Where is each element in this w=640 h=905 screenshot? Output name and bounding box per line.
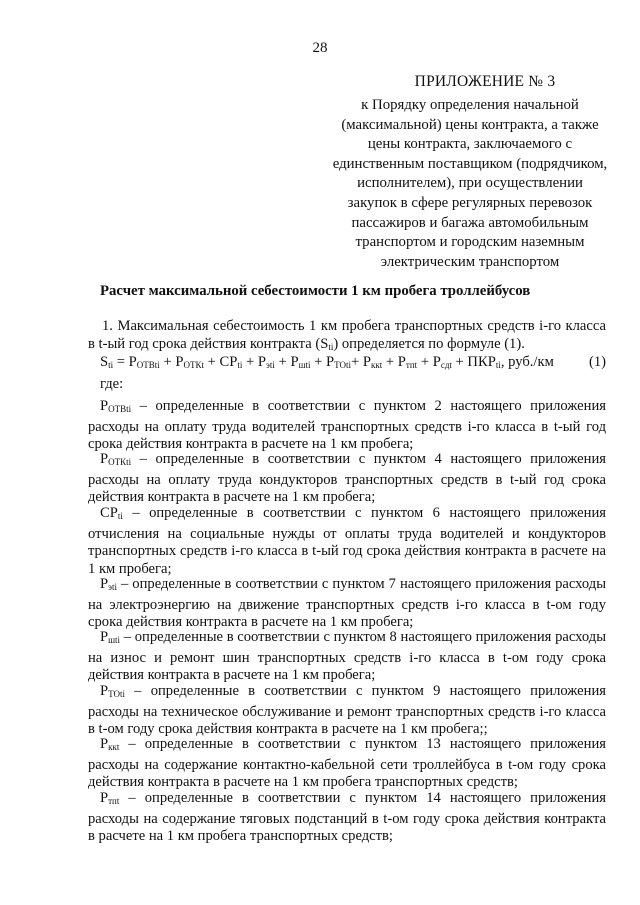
- formula-term: + P: [310, 354, 335, 370]
- definition-item: [88, 790, 606, 846]
- formula-number: (1): [588, 354, 606, 370]
- formula-term: + P: [351, 354, 372, 370]
- definition-item: [88, 451, 606, 507]
- section-title: Расчет максимальной себестоимости 1 км пробега троллейбусов: [100, 283, 531, 299]
- definition-subscript: ti: [117, 511, 123, 521]
- formula-term: + P: [382, 354, 406, 370]
- definition-item: [88, 576, 606, 632]
- formula-subscript: ti: [495, 360, 501, 370]
- definition-symbol: P: [100, 576, 109, 592]
- formula-term: , руб./км: [500, 354, 554, 370]
- definition-text: – определенные в соответствии с пунктом 6 настоящего приложения отчисления на социальные нужды от оплаты труда водителей и кондукторов транспортных средств i-го класса в t-ый год срока действия контракта в расчете на 1 км пробега;: [88, 505, 606, 577]
- definition-subscript: тпt: [108, 796, 120, 806]
- formula-subscript: ti: [108, 360, 114, 370]
- definition-text: – определенные в соответствии с пунктом 14 настоящего приложения расходы на содержание тяговых подстанций в t-ом году срока действия контракта в расчете на 1 км пробега транспортных средств;: [88, 790, 606, 845]
- definition-item: [88, 736, 606, 792]
- definition-text: – определенные в соответствии с пунктом 4 настоящего приложения расходы на оплату труда кондукторов транспортных средств в t-ый год срока действия контракта в расчете на 1 км пробега;: [88, 451, 606, 506]
- formula-subscript: ti: [237, 360, 243, 370]
- formula-subscript: ОТВti: [136, 360, 160, 370]
- formula-subscript: тпt: [405, 360, 418, 370]
- appendix-subtitle-line: к Порядку определения начальной: [361, 97, 579, 113]
- appendix-subtitle-line: (максимальной) цены контракта, а также: [341, 116, 599, 133]
- appendix-subtitle-line: пассажиров и багажа автомобильным: [351, 214, 589, 231]
- appendix-subtitle-line: единственным поставщиком (подрядчиком,: [332, 155, 608, 172]
- definition-text: – определенные в соответствии с пунктом 7 настоящего приложения расходы на электроэнергию на движение транспортных средств i-го класса в t-ом году срока действия контракта в расчете на 1 км пробега;: [88, 576, 606, 631]
- intro-subscript: ti: [328, 341, 334, 352]
- formula-term: = P: [113, 354, 137, 370]
- definition-symbol: P: [100, 629, 109, 645]
- definition-subscript: TOti: [108, 689, 125, 699]
- definition-symbol: P: [100, 398, 109, 414]
- formula-expression: [100, 354, 554, 370]
- intro-text-end: ) определяется по формуле (1).: [333, 335, 525, 352]
- formula-subscript: шti: [298, 360, 311, 370]
- formula-term: + СP: [203, 354, 238, 370]
- definition-item: [88, 683, 606, 739]
- definition-symbol: P: [100, 683, 109, 699]
- formula-subscript: сдt: [440, 360, 452, 370]
- definition-subscript: шti: [108, 635, 121, 645]
- definition-symbol: P: [100, 790, 109, 806]
- formula-term: S: [100, 354, 109, 370]
- where-label: где:: [100, 376, 124, 392]
- formula-subscript: TOti: [334, 360, 352, 370]
- definition-item: [88, 505, 606, 578]
- definition-text: – определенные в соответствии с пунктом 2 настоящего приложения расходы на оплату труда водителей транспортных средств i-го класса в t-ый год срока действия контракта в расчете на 1 км пробега;: [88, 398, 606, 453]
- formula-term: + P: [417, 354, 441, 370]
- definition-symbol: P: [100, 736, 109, 752]
- formula-term: + P: [274, 354, 299, 370]
- formula-term: + ПКР: [451, 354, 496, 370]
- definition-subscript: ОТКti: [108, 457, 132, 467]
- formula-line: [100, 354, 606, 371]
- intro-paragraph: [88, 318, 606, 356]
- definition-symbol: СP: [100, 505, 118, 521]
- appendix-subtitle-line: цены контракта, заключаемого с: [367, 136, 573, 153]
- definition-subscript: эti: [108, 582, 117, 592]
- formula-subscript: ккt: [371, 360, 383, 370]
- appendix-title: ПРИЛОЖЕНИЕ № 3: [414, 73, 556, 90]
- formula-term: + P: [242, 354, 267, 370]
- definition-item: [88, 398, 606, 454]
- appendix-subtitle: [320, 96, 620, 272]
- definition-subscript: ОТВti: [108, 404, 132, 414]
- definition-text: – определенные в соответствии с пунктом 8 настоящего приложения расходы на износ и ремонт шин транспортных средств i-го класса в t-ом году срока действия контракта в расчете на 1 км пробега;: [88, 629, 606, 684]
- appendix-subtitle-line: закупок в сфере регулярных перевозок: [347, 194, 593, 211]
- formula-subscript: ОТКt: [183, 360, 204, 370]
- appendix-subtitle-line: электрическим транспортом: [380, 253, 560, 270]
- formula-subscript: эti: [266, 360, 275, 370]
- formula-term: + P: [159, 354, 184, 370]
- definition-subscript: ккt: [108, 742, 120, 752]
- page-number: 28: [312, 40, 328, 56]
- intro-text: 1. Максимальная себестоимость 1 км пробега транспортных средств i-го класса в t-ый год срока действия контракта (S: [88, 318, 606, 352]
- definition-item: [88, 629, 606, 685]
- appendix-subtitle-line: транспортом и городским наземным: [355, 234, 585, 251]
- appendix-subtitle-line: исполнителем), при осуществлении: [357, 175, 583, 192]
- definition-symbol: P: [100, 451, 109, 467]
- definition-text: – определенные в соответствии с пунктом 13 настоящего приложения расходы на содержание контактно-кабельной сети троллейбуса в t-ом году срока действия контракта в расчете на 1 км пробега транспортных средств;: [88, 736, 606, 791]
- definition-text: – определенные в соответствии с пунктом 9 настоящего приложения расходы на техническое обслуживание и ремонт транспортных средств i-го класса в t-ом году срока действия контракта в расчете на 1 км пробега;;: [88, 683, 606, 738]
